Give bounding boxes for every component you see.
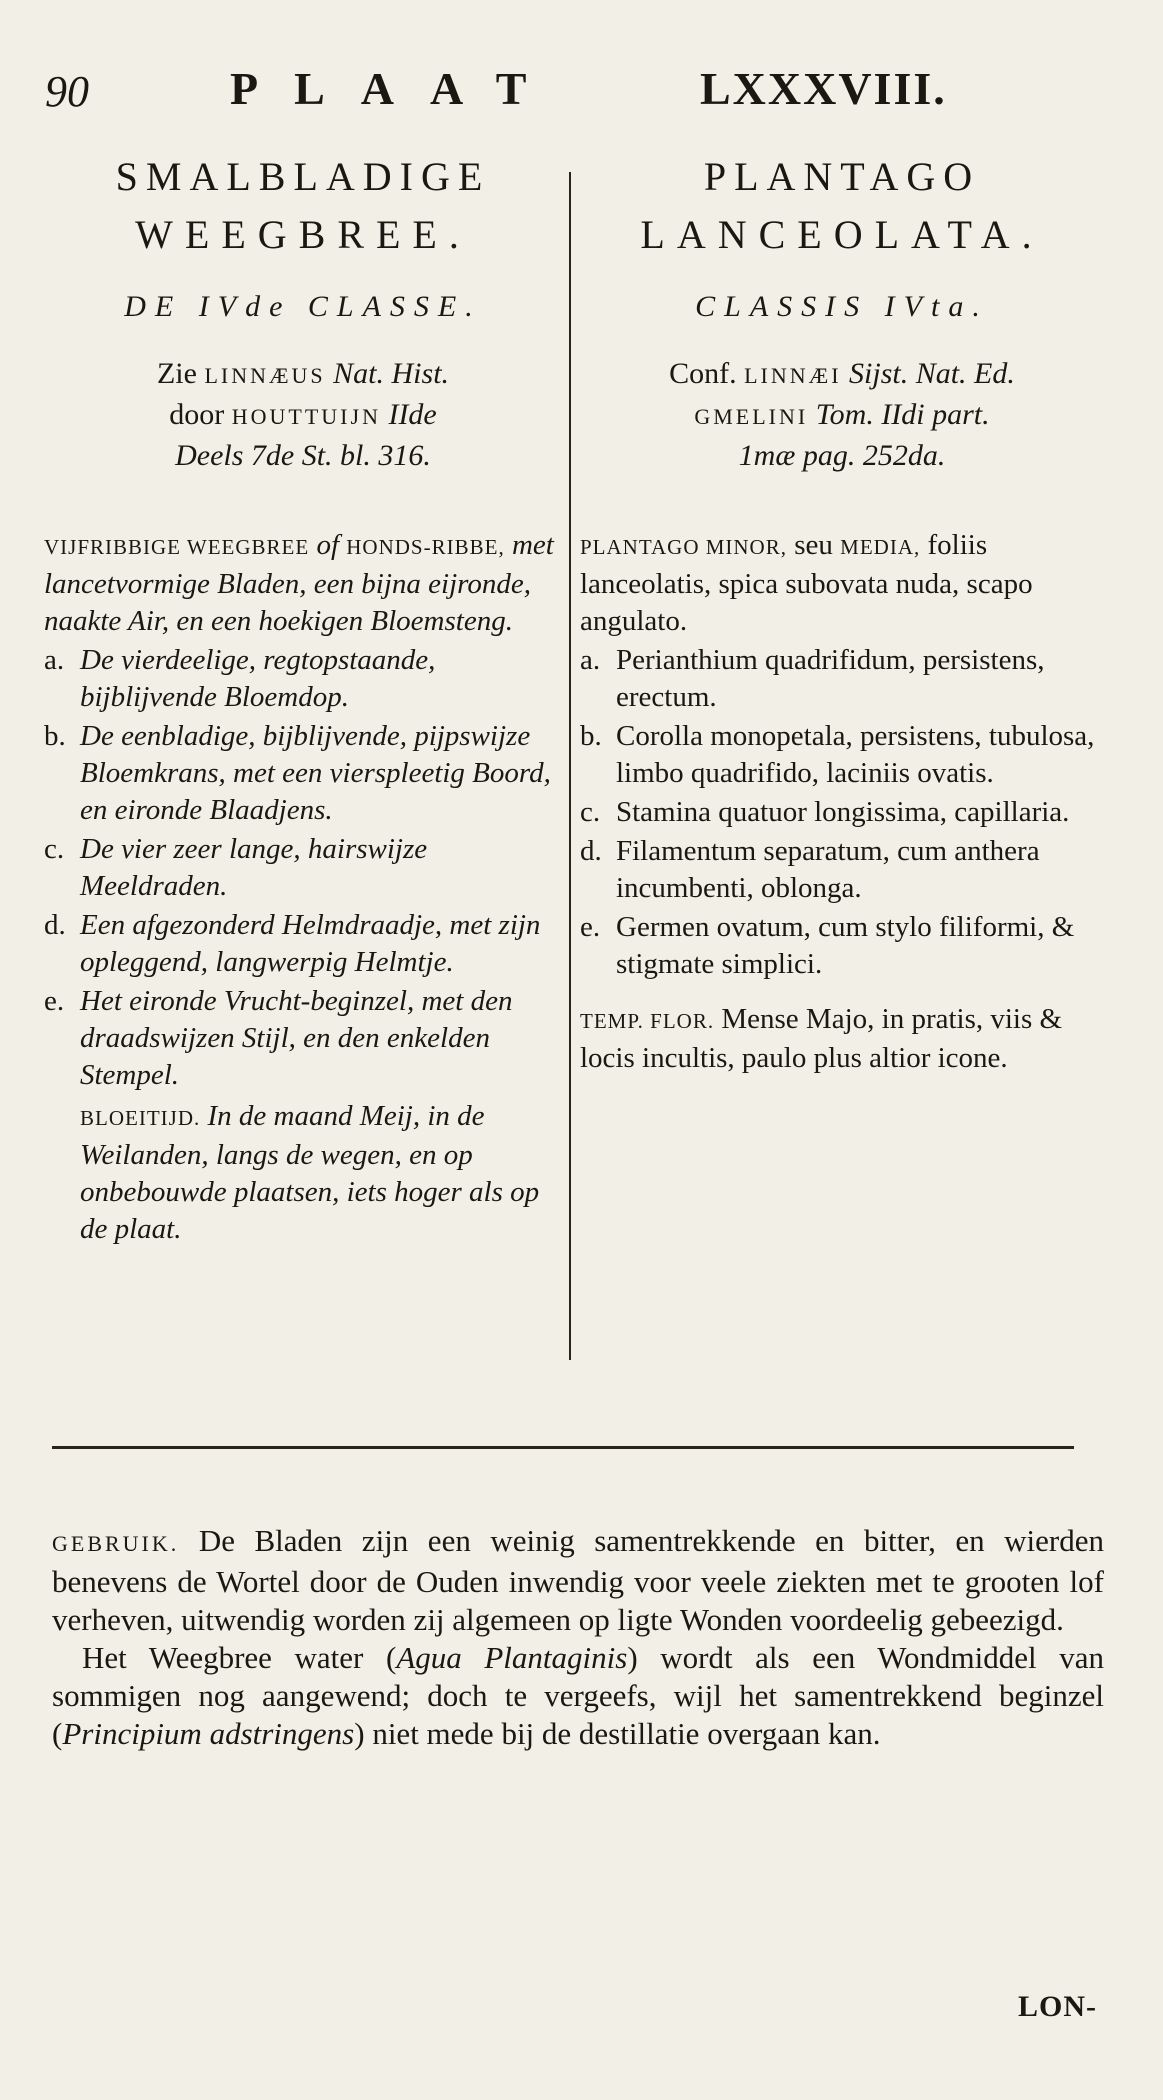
item-text: Corolla monopetala, persistens, tubulosa, limbo quadrifido, laciniis ovatis. (616, 720, 1095, 789)
dutch-heading-2: WEEGBREE. (135, 212, 471, 257)
page-header (45, 62, 1118, 122)
plate-number: LXXXVIII. (700, 63, 947, 114)
usage-paragraph-1 (52, 1522, 1104, 1639)
item-label: a. (44, 644, 65, 676)
latin-heading-1: PLANTAGO (703, 154, 981, 199)
latin-term: Principium adstringens (62, 1716, 355, 1751)
ref-page: Deels 7de St. bl. 316. (175, 439, 431, 472)
intro-text: met lancetvormige Bladen, een bijna eijronde, naakte Air, en een hoekigen Bloemsteng. (44, 529, 554, 637)
item-label: d. (580, 835, 602, 867)
ref-author: HOUTTUIJN (231, 404, 381, 429)
page-number: 90 (45, 67, 89, 116)
intro-conjunction: of (316, 529, 340, 561)
item-text: Het eironde Vrucht-beginzel, met den draadswijzen Stijl, en den enkelden Stempel. (80, 985, 513, 1091)
list-item (44, 718, 562, 829)
usage-section (52, 1522, 1104, 1753)
ref-work: Nat. Hist. (333, 357, 450, 390)
latin-heading-2: LANCEOLATA. (640, 212, 1044, 257)
ref-author: LINNÆUS (204, 363, 326, 388)
ref-text: Zie (156, 357, 197, 390)
species-alt-name: MEDIA, (840, 535, 921, 559)
latin-intro (580, 527, 1104, 640)
item-label: a. (580, 644, 601, 676)
usage-text: Het Weegbree water ( (82, 1640, 397, 1675)
horizontal-rule (52, 1446, 1074, 1449)
ref-author: LINNÆI (744, 363, 842, 388)
dutch-intro (44, 527, 562, 640)
usage-text: ) wordt als een Wondmiddel van sommigen nog aangewend; doch te vergeefs, wijl het samentrekkend beginzel ( (52, 1640, 1104, 1751)
ref-page: 1mæ pag. 252da. (738, 439, 946, 472)
dutch-class: DE IVde CLASSE. (124, 290, 482, 323)
flowering-label: TEMP. FLOR. (580, 1009, 715, 1033)
plate-title: PLAAT (230, 63, 563, 114)
usage-text: ) niet mede bij de destillatie overgaan kan. (354, 1716, 881, 1751)
item-label: b. (580, 720, 602, 752)
flowering-text: Mense Majo, in pratis, viis & locis incultis, paulo plus altior icone. (580, 1003, 1063, 1074)
ref-text: door (169, 398, 225, 431)
flowering-text: In de maand Meij, in de Weilanden, langs de wegen, en op onbebouwde plaatsen, iets hoger als op de plaat. (80, 1100, 540, 1245)
ref-work: Sijst. Nat. Ed. (849, 357, 1015, 390)
dutch-description (44, 527, 562, 1248)
item-text: Filamentum separatum, cum anthera incumbenti, oblonga. (616, 835, 1040, 904)
item-text: Perianthium quadrifidum, persistens, erectum. (616, 644, 1045, 713)
usage-text: De Bladen zijn een weinig samentrekkende en bitter, en wierden benevens de Wortel door de Ouden inwendig voor veele ziekten met te grooten lof verheven, uitwendig worden zij algemeen op ligte Wonden voordeelig gebeezigd. (52, 1523, 1105, 1637)
flowering-time (580, 1001, 1104, 1077)
column-divider (569, 172, 571, 1360)
item-label: c. (44, 833, 65, 865)
item-text: De vier zeer lange, hairswijze Meeldraden. (80, 833, 428, 902)
flowering-time (44, 1098, 562, 1248)
catchword: LON- (1018, 1990, 1097, 2023)
item-text: Stamina quatuor longissima, capillaria. (616, 796, 1070, 828)
list-item (580, 909, 1104, 983)
list-item (580, 833, 1104, 907)
list-item (44, 642, 562, 716)
item-text: Germen ovatum, cum stylo filiformi, & stigmate simplici. (616, 911, 1075, 980)
item-label: b. (44, 720, 66, 752)
latin-column (580, 148, 1104, 1077)
species-alt-name: HONDS-RIBBE, (346, 535, 505, 559)
ref-part: IIde (388, 398, 437, 431)
usage-paragraph-2 (52, 1639, 1104, 1753)
latin-reference (580, 354, 1104, 475)
species-name: PLANTAGO MINOR, (580, 535, 787, 559)
item-text: Een afgezonderd Helmdraadje, met zijn opleggend, langwerpig Helmtje. (80, 909, 541, 978)
flowering-label: BLOEITIJD. (80, 1106, 201, 1130)
item-text: De vierdeelige, regtopstaande, bijblijvende Bloemdop. (80, 644, 436, 713)
dutch-column (44, 148, 562, 1248)
dutch-heading-1: SMALBLADIGE (115, 154, 491, 199)
item-label: d. (44, 909, 66, 941)
list-item (580, 718, 1104, 792)
ref-text: Conf. (669, 357, 737, 390)
ref-part: Tom. IIdi part. (815, 398, 990, 431)
latin-description (580, 527, 1104, 1077)
ref-author: GMELINI (694, 404, 809, 429)
latin-term: Agua Plantaginis (396, 1640, 628, 1675)
list-item (580, 642, 1104, 716)
intro-text: foliis lanceolatis, spica subovata nuda, scapo angulato. (580, 529, 1033, 637)
item-label: e. (44, 985, 65, 1017)
dutch-reference (44, 354, 562, 475)
item-label: c. (580, 796, 601, 828)
species-name: VIJFRIBBIGE WEEGBREE (44, 535, 310, 559)
item-label: e. (580, 911, 601, 943)
list-item (44, 831, 562, 905)
usage-label: GEBRUIK. (52, 1531, 180, 1556)
latin-class: CLASSIS IVta. (695, 290, 989, 323)
list-item (580, 794, 1104, 831)
item-text: De eenbladige, bijblijvende, pijpswijze Bloemkrans, met een vierspleetig Boord, en eironde Blaadjens. (80, 720, 551, 826)
intro-conjunction: seu (794, 529, 833, 561)
list-item (44, 907, 562, 981)
list-item (44, 983, 562, 1094)
